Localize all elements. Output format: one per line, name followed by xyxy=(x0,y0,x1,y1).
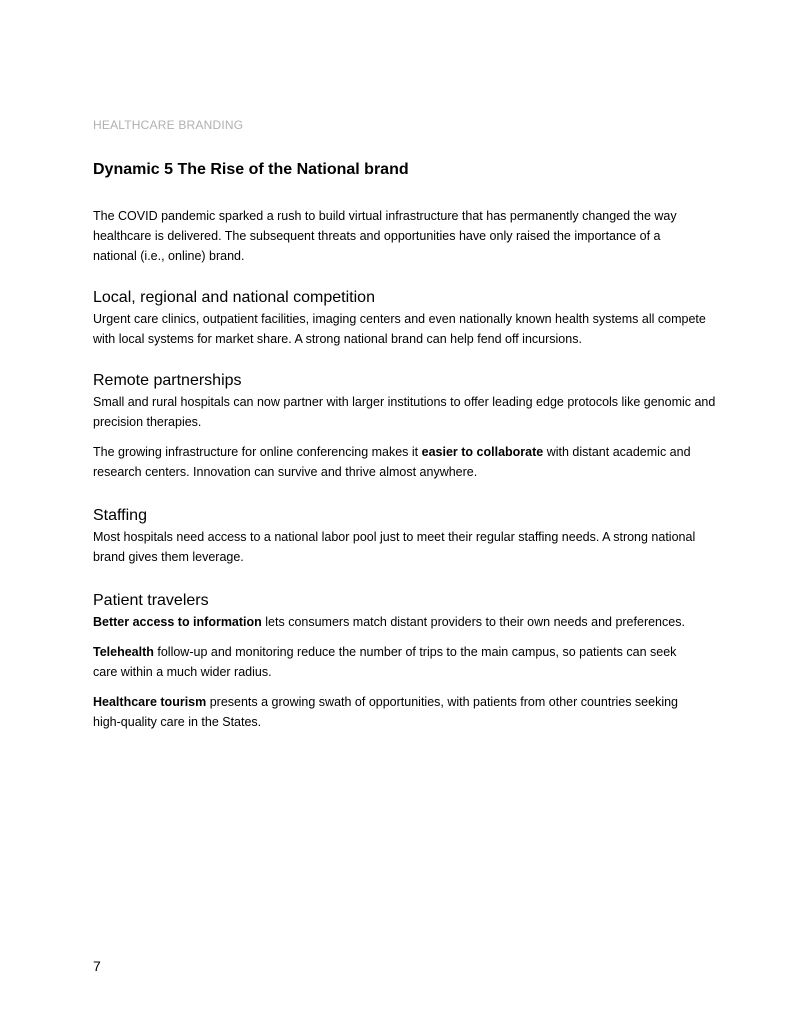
travelers-p3-emphasis: Healthcare tourism xyxy=(93,695,207,709)
section-travelers xyxy=(93,591,733,742)
section-heading-staffing: Staffing xyxy=(93,507,147,524)
partnerships-p2-emphasis: easier to collaborate xyxy=(421,445,544,459)
page-number: 7 xyxy=(93,958,101,974)
partnerships-p2-lead: The growing infrastructure for online conferencing makes it xyxy=(93,445,422,459)
section-partnerships xyxy=(93,371,723,492)
travelers-paragraph-1 xyxy=(93,612,733,632)
section-staffing xyxy=(93,506,723,577)
partnerships-p2-tail: with distant academic and research centers. Innovation can survive and thrive almost anywhere. xyxy=(93,445,691,479)
running-header: HEALTHCARE BRANDING xyxy=(93,118,244,132)
competition-paragraph: Urgent care clinics, outpatient facilities, imaging centers and even nationally known health systems all compete with local systems for market share. A strong national brand can help fend off incursions. xyxy=(93,312,706,346)
section-competition xyxy=(93,288,723,359)
travelers-paragraph-3 xyxy=(93,692,693,732)
partnerships-paragraph-1: Small and rural hospitals can now partner with larger institutions to offer leading edge protocols like genomic and precision therapies. xyxy=(93,395,716,429)
page-title: Dynamic 5 The Rise of the National brand xyxy=(93,161,409,178)
section-heading-travelers: Patient travelers xyxy=(93,592,209,609)
section-heading-competition: Local, regional and national competition xyxy=(93,289,375,306)
section-heading-partnerships: Remote partnerships xyxy=(93,372,242,389)
travelers-paragraph-2 xyxy=(93,642,703,682)
intro-paragraph: The COVID pandemic sparked a rush to build virtual infrastructure that has permanently changed the way healthcare is delivered. The subsequent threats and opportunities have only raised the importance of a national (i.e., online) brand. xyxy=(93,209,677,263)
travelers-p1-tail: lets consumers match distant providers to their own needs and preferences. xyxy=(261,615,685,629)
travelers-p1-emphasis: Better access to information xyxy=(93,615,262,629)
partnerships-paragraph-2 xyxy=(93,442,723,482)
travelers-p2-emphasis: Telehealth xyxy=(93,645,154,659)
travelers-p3-tail: presents a growing swath of opportunities, with patients from other countries seeking high-quality care in the States. xyxy=(93,695,679,729)
staffing-paragraph: Most hospitals need access to a national labor pool just to meet their regular staffing needs. A strong national brand gives them leverage. xyxy=(93,530,696,564)
travelers-p2-tail: follow-up and monitoring reduce the number of trips to the main campus, so patients can seek care within a much wider radius. xyxy=(93,645,677,679)
